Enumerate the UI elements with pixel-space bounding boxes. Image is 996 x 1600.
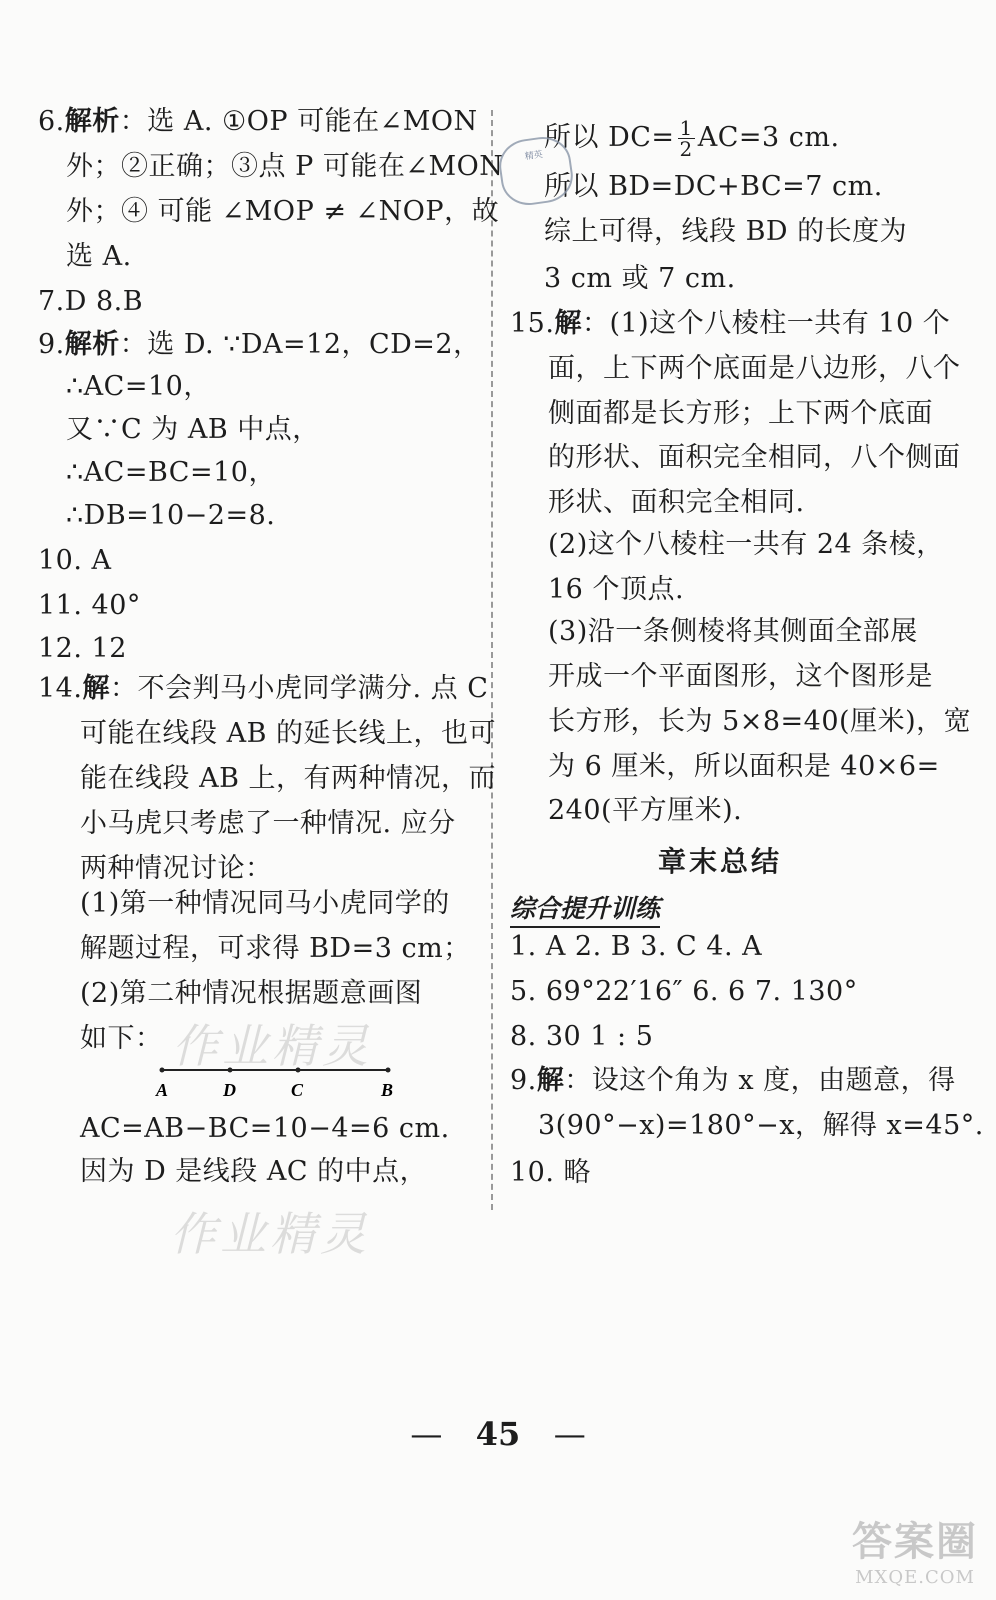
a10-answer: 10. 略 [510,1157,592,1188]
column-divider [491,110,493,1210]
q15-line3: 侧面都是长方形；上下两个底面 [548,398,933,429]
q15-line1: 15.解：(1)这个八棱柱一共有 10 个 [510,308,951,339]
q14-line1: 14.解：不会判马小虎同学满分. 点 C [38,673,489,704]
q6-line3: 外；④ 可能 ∠MOP ≠ ∠NOP，故 [66,196,500,227]
q12-answer: 12. 12 [38,633,127,664]
section-title: 章末总结 [658,845,783,878]
q14-line8: (2)第二种情况根据题意画图 [80,978,423,1009]
q15-line8: (3)沿一条侧棱将其侧面全部展 [548,616,918,647]
watermark-2: 作业精灵 [170,1207,370,1261]
seg-label-b: B [381,1080,394,1100]
q9-line5: ∴DB=10−2=8. [66,500,276,531]
q15-line5: 形状、面积完全相同. [548,487,805,518]
circular-stamp: 精英 [496,133,576,208]
a9-line2: 3(90°−x)=180°−x，解得 x=45°. [538,1110,984,1141]
r-line2: 所以 BD=DC+BC=7 cm. [544,171,883,202]
q14-line10: AC=AB−BC=10−4=6 cm. [80,1113,450,1144]
answers-1-4: 1. A 2. B 3. C 4. A [510,931,763,962]
q15-line10: 长方形，长为 5×8=40(厘米)，宽 [548,706,972,737]
corner-watermark-logo: 答案圈 MXQE.COM [852,1518,978,1588]
q15-line6: (2)这个八棱柱一共有 24 条棱， [548,529,944,560]
subsection-title: 综合提升训练 [510,889,660,928]
seg-label-a: A [156,1080,169,1100]
q14-line4: 小马虎只考虑了一种情况. 应分 [80,808,456,839]
q14-line6: (1)第一种情况同马小虎同学的 [80,888,450,919]
q14-line7: 解题过程，可求得 BD=3 cm； [80,933,471,964]
q14-line9: 如下： [80,1023,163,1054]
answers-8: 8. 30 1 : 5 [510,1021,654,1052]
page-number: — 45 — [410,1415,586,1453]
r-line4: 3 cm 或 7 cm. [544,263,736,294]
watermark-1: 作业精灵 [172,1019,372,1073]
q11-answer: 11. 40° [38,590,141,621]
q15-line9: 开成一个平面图形，这个图形是 [548,661,933,692]
q7-8-answers: 7.D 8.B [38,286,144,317]
seg-label-d: D [223,1080,236,1100]
q14-line3: 能在线段 AB 上，有两种情况，而 [80,763,497,794]
fraction-half: $\frac{1}{2}$ [679,116,693,161]
q9-line2: ∴AC=10， [66,371,211,402]
q15-line2: 面，上下两个底面是八边形，八个 [548,353,961,384]
a9-line1: 9.解：设这个角为 x 度，由题意，得 [510,1065,956,1096]
q14-line2: 可能在线段 AB 的延长线上，也可 [80,718,497,749]
q9-line1: 9.解析：选 D. ∵DA=12，CD=2， [38,329,481,360]
q14-line11: 因为 D 是线段 AC 的中点， [80,1156,428,1187]
q15-line11: 为 6 厘米，所以面积是 40×6= [548,751,940,782]
r-line1: 所以 DC= $\frac{1}{2}$ AC=3 cm. [544,116,840,161]
q6-line2: 外；②正确；③点 P 可能在∠MON [66,151,504,182]
q14-line5: 两种情况讨论： [80,853,273,884]
q6-line1: 6.解析：选 A. ①OP 可能在∠MON [38,106,478,137]
q15-line7: 16 个顶点. [548,574,685,605]
r-line3: 综上可得，线段 BD 的长度为 [544,216,908,247]
answers-5-7: 5. 69°22′16″ 6. 6 7. 130° [510,976,858,1007]
q10-answer: 10. A [38,545,112,576]
q9-line4: ∴AC=BC=10， [66,457,276,488]
q9-line3: 又∵C 为 AB 中点， [66,414,320,445]
q15-line4: 的形状、面积完全相同，八个侧面 [548,442,961,473]
seg-label-c: C [291,1080,304,1100]
q15-line12: 240(平方厘米). [548,795,743,826]
q6-line4: 选 A. [66,241,132,272]
